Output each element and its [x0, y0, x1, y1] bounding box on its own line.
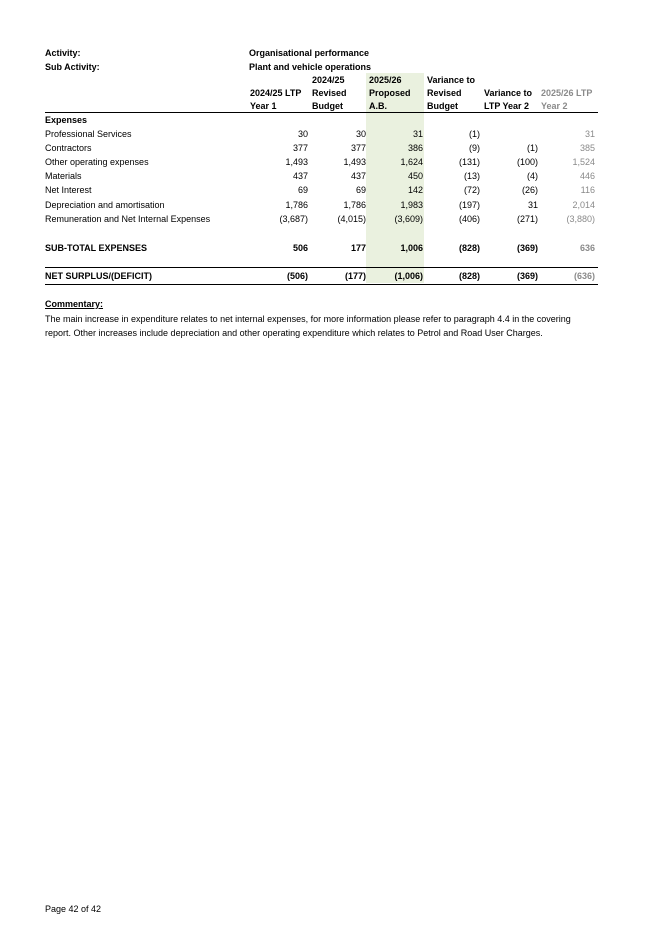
page-number: Page 42 of 42 — [45, 904, 102, 914]
section-heading-expenses: Expenses — [45, 115, 88, 125]
column-header-variance-revised: Variance to Revised Budget — [427, 75, 476, 111]
subtotal-row: SUB-TOTAL EXPENSES 506 177 1,006 (828) (369) 636 — [45, 243, 595, 253]
table-row: Other operating expenses 1,493 1,493 1,624 (131) (100) 1,524 — [45, 157, 595, 167]
activity-label: Activity: — [45, 48, 81, 58]
table-row: Remuneration and Net Internal Expenses (3,687) (4,015) (3,609) (406) (271) (3,880) — [45, 214, 595, 224]
sub-activity-label: Sub Activity: — [45, 62, 100, 72]
header-rule — [45, 112, 598, 113]
net-top-rule — [45, 267, 598, 268]
table-row: Contractors 377 377 386 (9) (1) 385 — [45, 143, 595, 153]
net-bottom-rule — [45, 284, 598, 285]
net-surplus-row: NET SURPLUS/(DEFICIT) (506) (177) (1,006) (828) (369) (636) — [45, 271, 595, 281]
commentary-title: Commentary: — [45, 299, 104, 309]
table-row: Professional Services 30 30 31 (1) 31 — [45, 129, 595, 139]
column-header-proposed-ab: 2025/26 Proposed A.B. — [369, 75, 411, 111]
sub-activity-value: Plant and vehicle operations — [249, 62, 372, 72]
commentary-text: The main increase in expenditure relates to net internal expenses, for more information please refer to paragraph 4.4 in the covering report. Other increases include depreciation and other operating expenditure which relates to Petrol and Road User Charges. — [45, 314, 571, 338]
activity-value: Organisational performance — [249, 48, 370, 58]
table-row: Depreciation and amortisation 1,786 1,786 1,983 (197) 31 2,014 — [45, 200, 595, 210]
column-header-revised-budget: 2024/25 Revised Budget — [312, 75, 347, 111]
table-row: Materials 437 437 450 (13) (4) 446 — [45, 171, 595, 181]
table-row: Net Interest 69 69 142 (72) (26) 116 — [45, 185, 595, 195]
